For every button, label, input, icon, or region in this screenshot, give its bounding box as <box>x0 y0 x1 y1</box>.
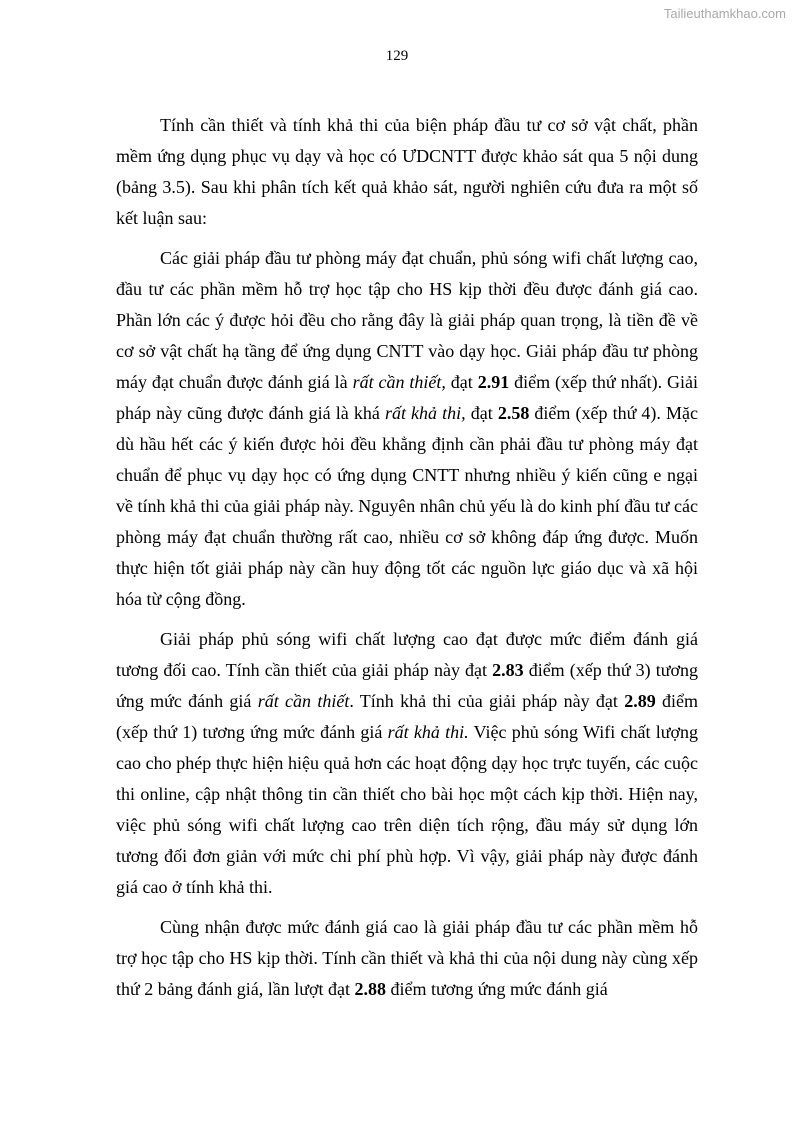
text-run: Giải pháp phủ sóng wifi chất lượng cao đạt được mức điểm đánh giá tương đối cao. Tính cần thiết của giải pháp này đạt <box>116 629 698 680</box>
bold-score: 2.91 <box>477 372 510 392</box>
text-run: điểm (xếp thứ 3) tương ứng mức đánh giá <box>116 660 698 711</box>
paragraph <box>116 624 698 903</box>
bold-score: 2.88 <box>354 979 386 999</box>
text-run: đạt <box>445 372 478 392</box>
text-run: Cùng nhận được mức đánh giá cao là giải pháp đầu tư các phần mềm hỗ trợ học tập cho HS kịp thời. Tính cần thiết và khả thi của nội dung này cùng xếp thứ 2 bảng đánh giá, lần lượt đạt <box>116 917 698 999</box>
document-body <box>116 110 698 1005</box>
text-run: . Tính khả thi của giải pháp này đạt <box>349 691 625 711</box>
italic-phrase: rất cần thiết, <box>352 372 446 392</box>
bold-score: 2.58 <box>497 403 530 423</box>
paragraph <box>116 110 698 234</box>
text-run: đạt <box>465 403 498 423</box>
paragraph <box>116 243 698 615</box>
italic-phrase: rất cần thiết <box>257 691 350 711</box>
text-run: điểm (xếp thứ 4). Mặc dù hầu hết các ý kiến được hỏi đều khẳng định cần phải đầu tư phòng máy đạt chuẩn để phục vụ dạy học có ứng dụng CNTT nhưng nhiều ý kiến cũng e ngại về tính khả thi của giải pháp này. Nguyên nhân chủ yếu là do kinh phí đầu tư các phòng máy đạt chuẩn thường rất cao, nhiều cơ sở không đáp ứng được. Muốn thực hiện tốt giải pháp này cần huy động tốt các nguồn lực giáo dục và xã hội hóa từ cộng đồng. <box>116 403 698 609</box>
bold-score: 2.89 <box>624 691 656 711</box>
text-run: điểm (xếp thứ 1) tương ứng mức đánh giá <box>116 691 699 742</box>
italic-phrase: rất khả thi, <box>384 403 466 423</box>
italic-phrase: rất khả thi. <box>387 722 469 742</box>
text-run: Việc phủ sóng Wifi chất lượng cao cho phép thực hiện hiệu quả hơn các hoạt động dạy học trực tuyến, các cuộc thi online, cập nhật thông tin cần thiết cho bài học một cách kịp thời. Hiện nay, việc phủ sóng wifi chất lượng cao trên diện tích rộng, đầu máy sử dụng lớn tương đối đơn giản với mức chi phí phù hợp. Vì vậy, giải pháp này được đánh giá cao ở tính khả thi. <box>116 722 698 897</box>
bold-score: 2.83 <box>492 660 524 680</box>
paragraph <box>116 912 698 1005</box>
text-run: điểm tương ứng mức đánh giá <box>385 979 608 999</box>
text-run: Tính cần thiết và tính khả thi của biện pháp đầu tư cơ sở vật chất, phần mềm ứng dụng phục vụ dạy và học có ƯDCNTT được khảo sát qua 5 nội dung (bảng 3.5). Sau khi phân tích kết quả khảo sát, người nghiên cứu đưa ra một số kết luận sau: <box>116 115 698 228</box>
page-number: 129 <box>385 48 409 64</box>
text-run: Các giải pháp đầu tư phòng máy đạt chuẩn, phủ sóng wifi chất lượng cao, đầu tư các phần mềm hỗ trợ học tập cho HS kịp thời đều được đánh giá cao. Phần lớn các ý được hỏi đều cho rằng đây là giải pháp quan trọng, là tiền đề về cơ sở vật chất hạ tầng để ứng dụng CNTT vào dạy học. Giải pháp đầu tư phòng máy đạt chuẩn được đánh giá là <box>116 248 698 392</box>
text-run: điểm (xếp thứ nhất). Giải pháp này cũng được đánh giá là khá <box>116 372 698 423</box>
watermark: Tailieuthamkhao.com <box>663 6 786 21</box>
